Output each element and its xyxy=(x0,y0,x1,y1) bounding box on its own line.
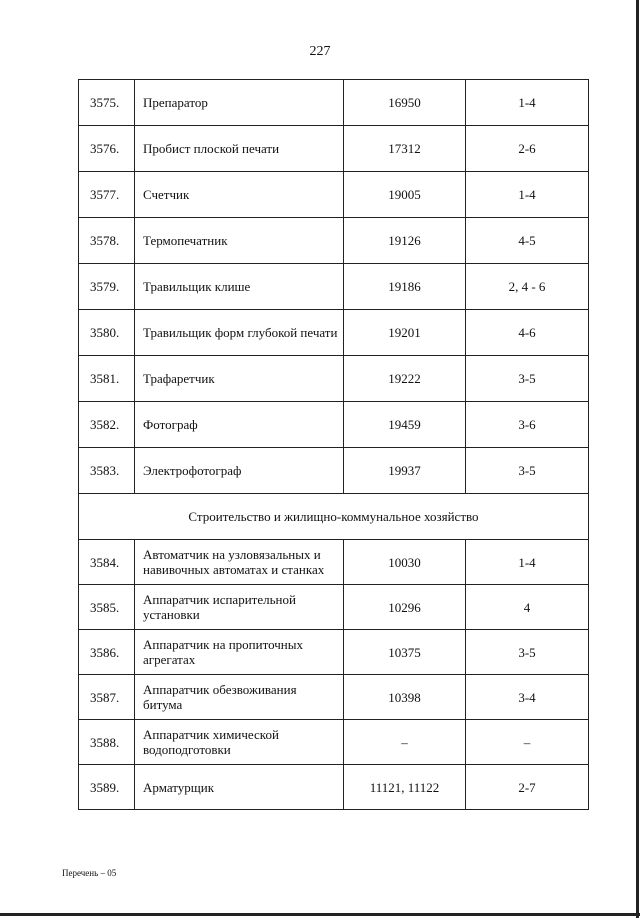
grade-range: 3-5 xyxy=(466,356,589,402)
section-header-row xyxy=(79,494,589,540)
profession-name: Травильщик клише xyxy=(135,264,344,310)
page-edge-right xyxy=(636,0,639,918)
profession-code: 10398 xyxy=(344,675,466,720)
profession-code: 19459 xyxy=(344,402,466,448)
grade-range: 4-5 xyxy=(466,218,589,264)
profession-code: 19126 xyxy=(344,218,466,264)
profession-name: Аппаратчик на пропиточных агрегатах xyxy=(135,630,344,675)
row-number: 3586. xyxy=(79,630,135,675)
grade-range: 2, 4 - 6 xyxy=(466,264,589,310)
profession-code: 10296 xyxy=(344,585,466,630)
table-row xyxy=(79,540,589,585)
table-row xyxy=(79,264,589,310)
table-row xyxy=(79,80,589,126)
profession-code: 19005 xyxy=(344,172,466,218)
grade-range: 3-5 xyxy=(466,630,589,675)
profession-name: Термопечатник xyxy=(135,218,344,264)
grade-range: 1-4 xyxy=(466,540,589,585)
grade-range: 4-6 xyxy=(466,310,589,356)
profession-code: – xyxy=(344,720,466,765)
table-row xyxy=(79,675,589,720)
row-number: 3583. xyxy=(79,448,135,494)
grade-range: 3-4 xyxy=(466,675,589,720)
grade-range: 2-6 xyxy=(466,126,589,172)
row-number: 3575. xyxy=(79,80,135,126)
profession-code: 16950 xyxy=(344,80,466,126)
row-number: 3581. xyxy=(79,356,135,402)
profession-name: Фотограф xyxy=(135,402,344,448)
page-edge-bottom xyxy=(0,913,640,916)
table-row xyxy=(79,356,589,402)
profession-name: Автоматчик на узловязальных и навивочных автоматах и станках xyxy=(135,540,344,585)
row-number: 3582. xyxy=(79,402,135,448)
grade-range: – xyxy=(466,720,589,765)
profession-name: Аппаратчик испарительной установки xyxy=(135,585,344,630)
profession-name: Пробист плоской печати xyxy=(135,126,344,172)
profession-table xyxy=(78,79,589,810)
profession-name: Электрофотограф xyxy=(135,448,344,494)
table-row xyxy=(79,765,589,810)
grade-range: 1-4 xyxy=(466,80,589,126)
profession-code: 19186 xyxy=(344,264,466,310)
profession-name: Аппаратчик обезвоживания битума xyxy=(135,675,344,720)
table-row xyxy=(79,585,589,630)
row-number: 3580. xyxy=(79,310,135,356)
row-number: 3589. xyxy=(79,765,135,810)
row-number: 3584. xyxy=(79,540,135,585)
profession-name: Препаратор xyxy=(135,80,344,126)
row-number: 3577. xyxy=(79,172,135,218)
profession-name: Травильщик форм глубокой печати xyxy=(135,310,344,356)
profession-name: Арматурщик xyxy=(135,765,344,810)
grade-range: 3-5 xyxy=(466,448,589,494)
profession-name: Трафаретчик xyxy=(135,356,344,402)
grade-range: 2-7 xyxy=(466,765,589,810)
grade-range: 4 xyxy=(466,585,589,630)
row-number: 3578. xyxy=(79,218,135,264)
row-number: 3588. xyxy=(79,720,135,765)
table-row xyxy=(79,630,589,675)
table-row xyxy=(79,720,589,765)
grade-range: 3-6 xyxy=(466,402,589,448)
table-row xyxy=(79,402,589,448)
profession-name: Счетчик xyxy=(135,172,344,218)
row-number: 3579. xyxy=(79,264,135,310)
table-row xyxy=(79,126,589,172)
row-number: 3576. xyxy=(79,126,135,172)
section-title: Строительство и жилищно-коммунальное хозяйство xyxy=(79,494,589,540)
profession-code: 10375 xyxy=(344,630,466,675)
profession-code: 19937 xyxy=(344,448,466,494)
profession-code: 19201 xyxy=(344,310,466,356)
profession-code: 11121, 11122 xyxy=(344,765,466,810)
row-number: 3585. xyxy=(79,585,135,630)
profession-code: 10030 xyxy=(344,540,466,585)
table-row xyxy=(79,448,589,494)
profession-code: 17312 xyxy=(344,126,466,172)
profession-name: Аппаратчик химической водоподготовки xyxy=(135,720,344,765)
table-row xyxy=(79,172,589,218)
row-number: 3587. xyxy=(79,675,135,720)
table-row xyxy=(79,310,589,356)
table-row xyxy=(79,218,589,264)
profession-code: 19222 xyxy=(344,356,466,402)
page-number: 227 xyxy=(309,44,331,59)
page-footer: Перечень – 05 xyxy=(62,868,117,878)
grade-range: 1-4 xyxy=(466,172,589,218)
